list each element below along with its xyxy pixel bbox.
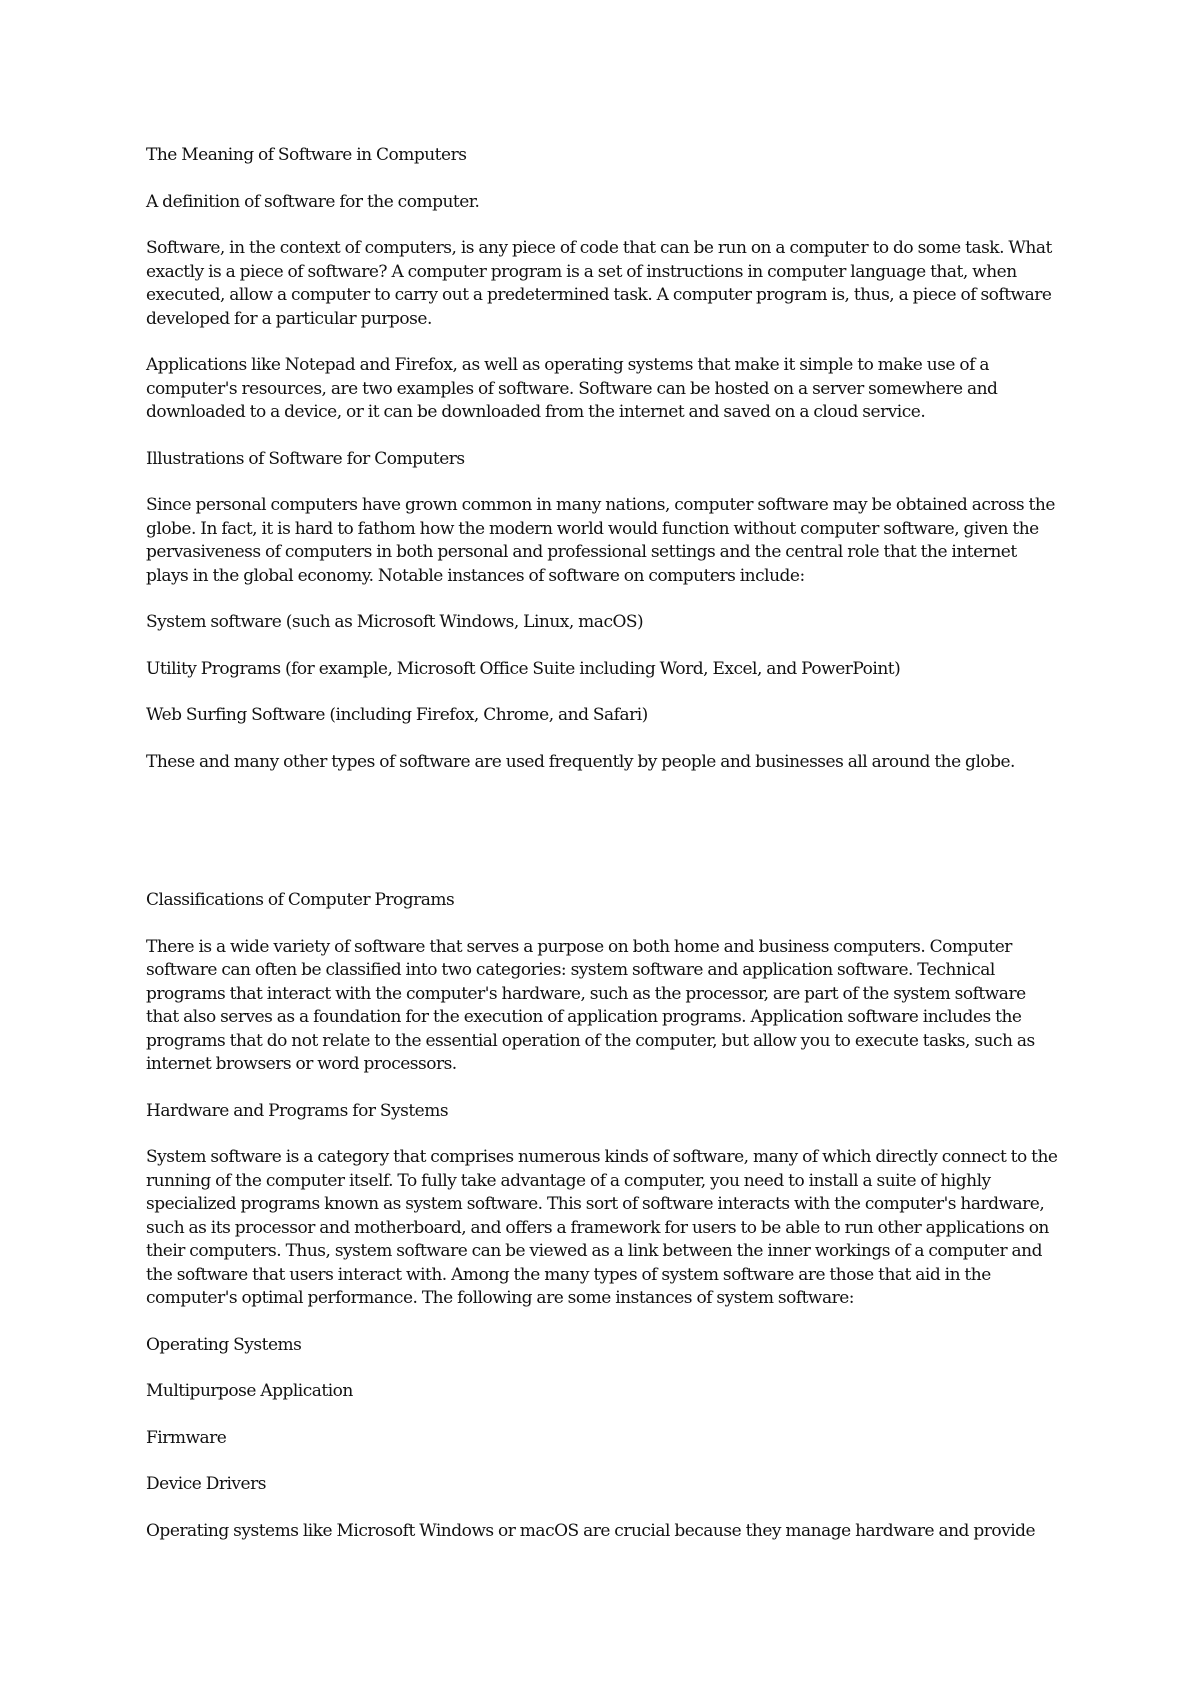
heading-illustrations: Illustrations of Software for Computers bbox=[146, 448, 465, 469]
list-item-utility-programs: Utility Programs (for example, Microsoft Office Suite including Word, Excel, and PowerPoint) bbox=[146, 658, 901, 679]
paragraph-global: Since personal computers have grown common in many nations, computer software may be obtained across the globe. In fact, it is hard to fathom how the modern world would function without computer software, given the pervasiveness of computers in both personal and professional settings and the central role that the internet plays in the global economy. Notable instances of software on computers include: bbox=[146, 495, 1055, 586]
document-subtitle: A definition of software for the computer. bbox=[146, 191, 480, 212]
list-item-device-drivers: Device Drivers bbox=[146, 1474, 266, 1494]
list-item-multipurpose-application: Multipurpose Application bbox=[146, 1381, 353, 1401]
section-spacer bbox=[146, 797, 1061, 889]
list-item-firmware: Firmware bbox=[146, 1427, 227, 1448]
paragraph-examples: Applications like Notepad and Firefox, as well as operating systems that make it simple to make use of a computer's resources, are two examples of software. Software can be hosted on a server somewhere and downloaded to a device, or it can be downloaded from the internet and saved on a cloud service. bbox=[146, 355, 998, 422]
paragraph-usage: These and many other types of software are used frequently by people and businesses all around the globe. bbox=[146, 751, 1015, 772]
list-item-operating-systems: Operating Systems bbox=[146, 1334, 302, 1355]
paragraph-system-software: System software is a category that comprises numerous kinds of software, many of which directly connect to the running of the computer itself. To fully take advantage of a computer, you need to install a suite of highly specialized programs known as system software. This sort of software interacts with the computer's hardware, such as its processor and motherboard, and offers a framework for users to be able to run other applications on their computers. Thus, system software can be viewed as a link between the inner workings of a computer and the software that users interact with. Among the many types of system software are those that aid in the computer's optimal performance. The following are some instances of system software: bbox=[146, 1147, 1058, 1308]
heading-classifications: Classifications of Computer Programs bbox=[146, 890, 455, 910]
paragraph-operating-systems: Operating systems like Microsoft Windows or macOS are crucial because they manage hardware and provide bbox=[146, 1520, 1036, 1541]
document-title: The Meaning of Software in Computers bbox=[146, 145, 467, 165]
heading-hardware-programs: Hardware and Programs for Systems bbox=[146, 1100, 449, 1121]
document-body bbox=[146, 144, 1061, 1566]
paragraph-classifications: There is a wide variety of software that serves a purpose on both home and business computers. Computer software can often be classified into two categories: system software and application software. Technical programs that interact with the computer's hardware, such as the processor, are part of the system software that also serves as a foundation for the execution of application programs. Application software includes the programs that do not relate to the essential operation of the computer, but allow you to execute tasks, such as internet browsers or word processors. bbox=[146, 936, 1035, 1074]
list-item-system-software: System software (such as Microsoft Windows, Linux, macOS) bbox=[146, 612, 644, 632]
paragraph-definition: Software, in the context of computers, is any piece of code that can be run on a computer to do some task. What exactly is a piece of software? A computer program is a set of instructions in computer language that, when executed, allow a computer to carry out a predetermined task. A computer program is, thus, a piece of software developed for a particular purpose. bbox=[146, 238, 1052, 329]
list-item-web-surfing: Web Surfing Software (including Firefox, Chrome, and Safari) bbox=[146, 705, 648, 725]
